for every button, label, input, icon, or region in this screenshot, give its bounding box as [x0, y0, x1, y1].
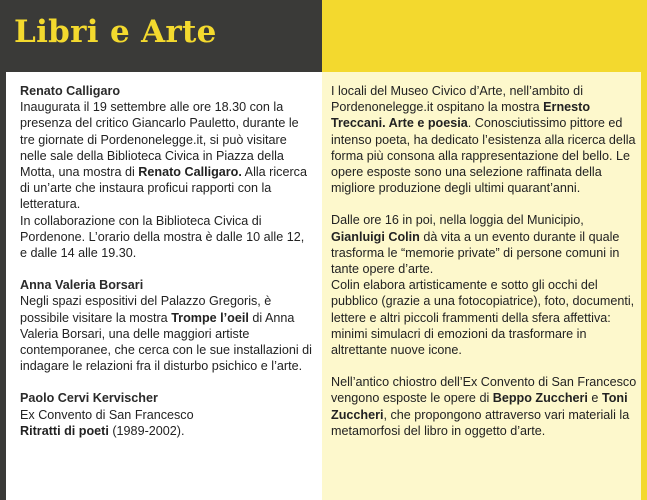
header-band	[0, 0, 647, 72]
header-yellow-panel	[322, 0, 647, 72]
right-column	[322, 72, 647, 500]
calligaro-hours: In collaborazione con la Biblioteca Civica di Pordenone. L’orario della mostra è dalle 10 alle 12, e dalle 14 alle 19.30.	[20, 213, 305, 261]
colin-name: Gianluigi Colin	[331, 229, 420, 244]
borsari-paragraph: Negli spazi espositivi del Palazzo Gregoris, è possibile visitare la mostra Trompe l’oeil di Anna Valeria Borsari, una delle maggiori artiste contemporanee, che cerca con le sue installazioni di indagare le relazioni fra il disturbo psichico e l’arte.	[20, 294, 312, 374]
borsari-section	[20, 277, 314, 374]
beppo-zuccheri: Beppo Zuccheri	[492, 391, 588, 406]
ritratti-title: Ritratti di poeti	[20, 423, 109, 438]
colin-description: Colin elabora artisticamente e sotto gli occhi del pubblico (grazie a una fotocopiatrice), foto, documenti, lettere e altri piccoli frammenti della sfera affettiva: minimi simulacri di emozioni da trasformare in altrettante nuove icone.	[331, 278, 635, 358]
kervischer-heading: Paolo Cervi Kervischer	[20, 391, 158, 406]
zuccheri-section	[331, 374, 639, 439]
right-border-strip	[641, 72, 647, 500]
treccani-title: Ernesto Treccani. Arte e poesia	[331, 100, 591, 131]
trompe-loeil-title: Trompe l’oeil	[171, 310, 249, 325]
calligaro-heading: Renato Calligaro	[20, 84, 121, 98]
colin-section	[331, 212, 639, 358]
left-border-strip	[0, 72, 6, 500]
borsari-heading: Anna Valeria Borsari	[20, 278, 144, 293]
kervischer-section	[20, 390, 314, 439]
calligaro-paragraph: Inaugurata il 19 settembre alle ore 18.30 con la presenza del critico Giancarlo Pauletto, durante le tre giornate di Pordenonelegge.it, si può visitare nelle sale della Biblioteca Civica in Piazza della Motta, una mostra di Renato Calligaro. Alla ricerca di un’arte che instaura proficui rapporti con la letteratura.	[20, 100, 307, 212]
treccani-paragraph: I locali del Museo Civico d’Arte, nell’ambito di Pordenonelegge.it ospitano la mostra Ernesto Treccani. Arte e poesia. Conosciutissimo pittore ed intenso poeta, ha dedicato l’esistenza alla ricerca della forma più consona alla rappresentazione del bello. Le opere esposte sono una selezione raffinata della migliore produzione degli ultimi quarant’anni.	[331, 84, 636, 196]
kervischer-exhibit: Ritratti di poeti (1989-2002).	[20, 423, 185, 438]
colin-paragraph: Dalle ore 16 in poi, nella loggia del Municipio, Gianluigi Colin dà vita a un evento durante il quale trasforma le “memorie private” di persone comuni in tante opere d’arte.	[331, 213, 620, 277]
kervischer-venue: Ex Convento di San Francesco	[20, 407, 194, 422]
zuccheri-paragraph: Nell’antico chiostro dell’Ex Convento di San Francesco vengono esposte le opere di Beppo Zuccheri e Toni Zuccheri, che propongono attraverso vari materiali la metamorfosi del libro in oggetto d’arte.	[331, 375, 637, 438]
page-title: Libri e Arte	[14, 14, 217, 50]
calligaro-section	[20, 83, 314, 261]
calligaro-name: Renato Calligaro.	[138, 165, 242, 180]
treccani-section	[331, 83, 639, 196]
toni-zuccheri: Toni Zuccheri	[331, 391, 628, 422]
left-column	[0, 72, 322, 500]
